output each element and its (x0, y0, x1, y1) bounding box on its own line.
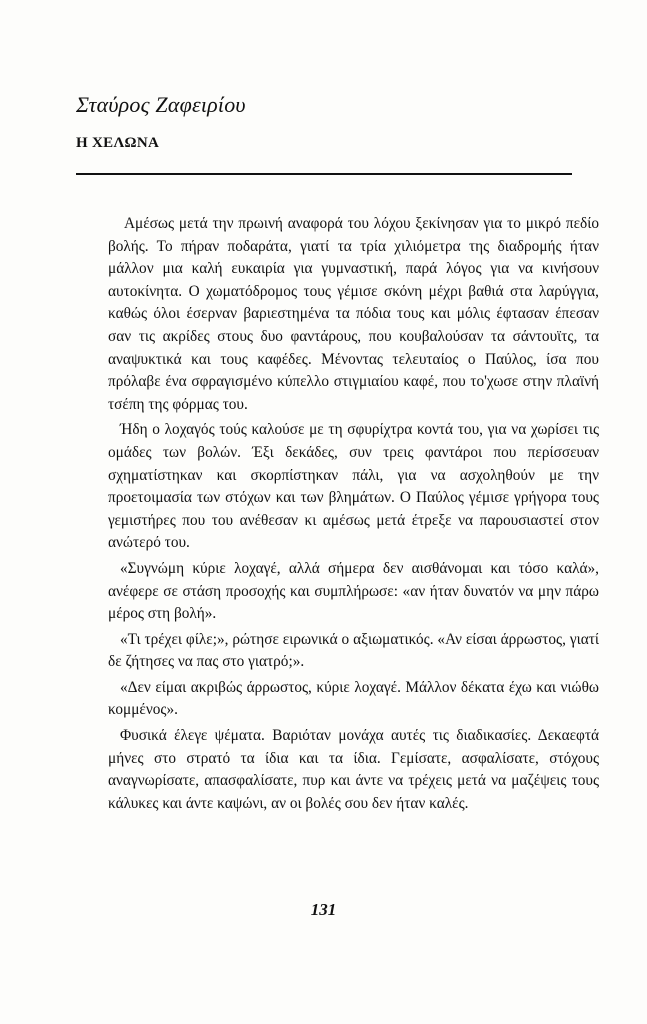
paragraph-2: Ήδη ο λοχαγός τούς καλούσε με τη σφυρίχτρα κοντά του, για να χωρίσει τις ομάδες των βολών. Έξι δεκάδες, συν τρεις φαντάροι που περίσσευαν σχηματίστηκαν και σκορπίστηκαν πάλι, για να ασχοληθούν με την προετοιμασία των στόχων και των βλημάτων. Ο Παύλος γέμισε γρήγορα τους γεμιστήρες που του ανέθεσαν κι αμέσως μετά έτρεξε να παρουσιαστεί στον ανώτερό του. (108, 421, 599, 552)
paragraph-3: «Συγνώμη κύριε λοχαγέ, αλλά σήμερα δεν αισθάνομαι και τόσο καλά», ανέφερε σε στάση προσοχής και συμπλήρωσε: «αν ήταν δυνατόν να μην πάρω μέρος στη βολή». (108, 559, 599, 623)
paragraph-4: «Τι τρέχει φίλε;», ρώτησε ειρωνικά ο αξιωματικός. «Αν είσαι άρρωστος, γιατί δε ζήτησες να πας στο γιατρό;». (108, 630, 599, 671)
paragraph-6: Φυσικά έλεγε ψέματα. Βαριόταν μονάχα αυτές τις διαδικασίες. Δεκαεφτά μήνες στο στρατό τα ίδια και τα ίδια. Γεμίσατε, ασφαλίσατε, στόχους αναγνωρίσατε, απασφαλίσατε, πυρ και άντε να τρέχεις μετά να μαζέψεις τους κάλυκες και άντε καψώνι, αν οι βολές σου δεν ήταν καλές. (108, 727, 599, 812)
story-title: Η ΧΕΛΩΝΑ (76, 135, 160, 151)
title-divider (76, 173, 572, 175)
paragraph-1: Αμέσως μετά την πρωινή αναφορά του λόχου ξεκίνησαν για το μικρό πεδίο βολής. Το πήραν ποδαράτα, γιατί τα τρία χιλιόμετρα της διαδρομής ήταν μάλλον μια καλή ευκαιρία για γυμναστική, παρά λόγος για να κινήσουν αυτοκίνητα. Ο χωματόδρομος τους γέμισε σκόνη μέχρι βαθιά στα λαρύγγια, καθώς όλοι έσερναν βαριεστημένα τα πόδια τους και μόλις έφτασαν έπεσαν σαν τις ακρίδες στους δυο φαντάρους, που κουβαλούσαν τα σάντουϊτς, τα αναψυκτικά και τους καφέδες. Μένοντας τελευταίος ο Παύλος, ίσα που πρόλαβε ένα σφραγισμένο κύπελλο στιγμιαίου καφέ, που το'χωσε στην πλαϊνή τσέπη της φόρμας του. (108, 215, 599, 413)
author-name: Σταύρος Ζαφειρίου (76, 92, 246, 117)
page-number: 131 (310, 900, 337, 919)
paragraph-5: «Δεν είμαι ακριβώς άρρωστος, κύριε λοχαγέ. Μάλλον δέκατα έχω και νιώθω κομμένος». (108, 678, 599, 719)
story-body (108, 213, 599, 815)
